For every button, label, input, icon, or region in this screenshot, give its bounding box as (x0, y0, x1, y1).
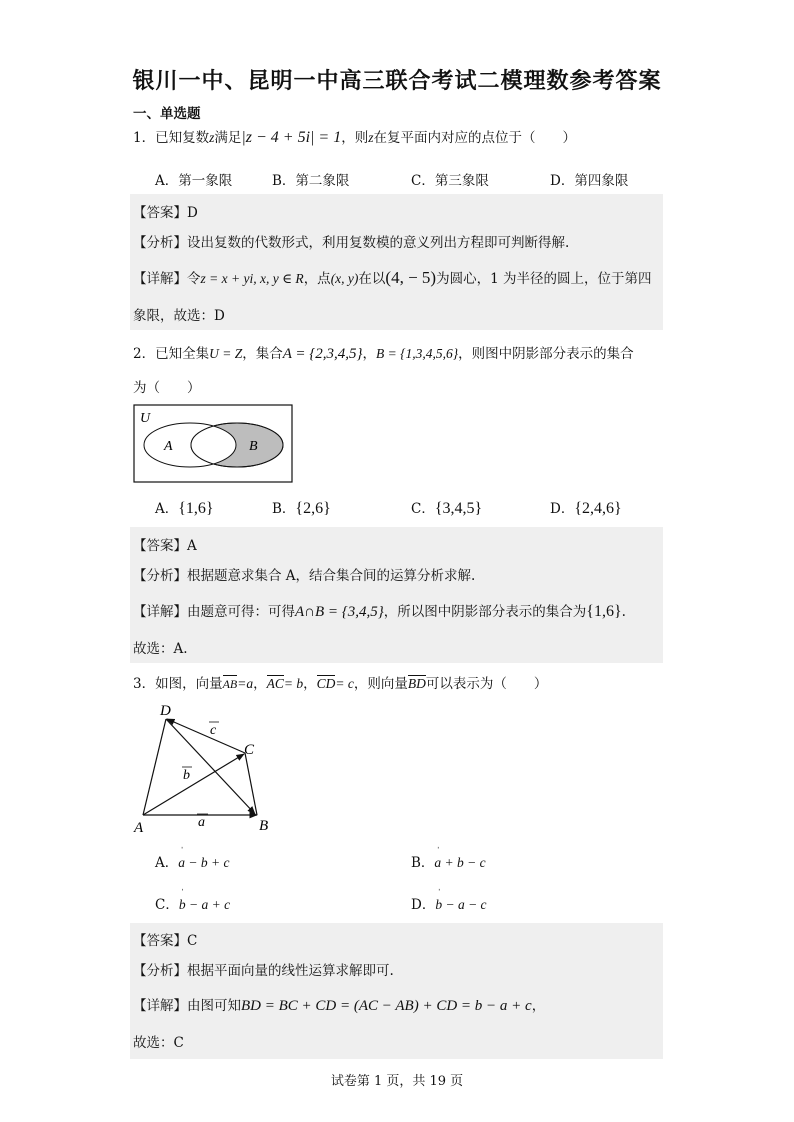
option-a: A．ˈ a − b + c (155, 853, 229, 873)
vector-cd (167, 719, 245, 753)
section-heading: 一、单选题 (133, 106, 201, 122)
detail-3: 【详解】由图可知BD = BC + CD = (AC − AB) + CD = b − a + c， (133, 998, 546, 1014)
point-b-label: B (259, 818, 269, 834)
point-d-label: D (160, 703, 171, 719)
vector-ac (143, 754, 244, 815)
option-d: D．{2,4,6} (550, 500, 622, 517)
venn-label-a: A (164, 439, 173, 454)
option-b: B．{2,6} (272, 500, 331, 517)
question-1-stem: 1．已知复数z满足|z − 4 + 5i| = 1，则z在复平面内对应的点位于（ ） (133, 129, 576, 146)
option-c: C．{3,4,5} (411, 500, 483, 517)
analysis-2: 【分析】根据题意求集合 A，结合集合间的运算分析求解. (133, 568, 476, 584)
solution-block-2 (130, 527, 663, 663)
venn-label-u: U (140, 411, 151, 426)
option-b: B．ˈ a + b − c (411, 853, 486, 873)
vector-figure (132, 700, 282, 835)
question-number: 1． (133, 130, 156, 146)
question-2-stem: 2．已知全集U = Z，集合A = {2,3,4,5}，B = {1,3,4,5,6}，则图中阴影部分表示的集合 (133, 346, 634, 362)
analysis-3: 【分析】根据平面向量的线性运算求解即可. (133, 963, 394, 979)
option-c: C．ˈ b − a + c (155, 895, 230, 915)
option-b: B．第二象限 (272, 173, 350, 189)
math-expression: |z − 4 + 5i| = 1 (241, 129, 342, 146)
conclusion-2: 故选：A. (133, 641, 188, 657)
page-footer: 试卷第 1 页，共 19 页 (330, 1074, 464, 1089)
venn-diagram (133, 404, 295, 484)
question-2-stem-cont: 为（ ） (133, 380, 201, 396)
detail-1: 【详解】令z = x + yi, x, y ∈ R，点(x, y)在以(4, − 5)为圆心，1 为半径的圆上，位于第四 (133, 268, 652, 287)
point-c-label: C (244, 742, 255, 758)
page-title: 银川一中、昆明一中高三联合考试二模理数参考答案 (132, 69, 662, 94)
analysis-1: 【分析】设出复数的代数形式，利用复数模的意义列出方程即可判断得解. (133, 235, 570, 251)
option-a: A．第一象限 (155, 173, 233, 189)
vector-b-label: b (183, 768, 190, 783)
conclusion-3: 故选：C (133, 1035, 184, 1051)
vector-a-label: a (198, 815, 205, 830)
venn-label-b: B (249, 439, 258, 454)
answer-2: 【答案】A (133, 538, 197, 554)
answer-3: 【答案】C (133, 933, 198, 949)
detail-1-cont: 象限，故选：D (133, 308, 225, 324)
segment-ad (143, 719, 166, 815)
point-a-label: A (134, 820, 144, 835)
answer-1: 【答案】D (133, 205, 198, 221)
detail-2: 【详解】由题意可得：可得A∩B = {3,4,5}，所以图中阴影部分表示的集合为{1,6}. (133, 603, 626, 620)
solution-block-3 (130, 923, 663, 1059)
option-a: A．{1,6} (155, 500, 214, 517)
vector-c-label: c (210, 723, 217, 738)
option-d: D．第四象限 (550, 173, 629, 189)
option-c: C．第三象限 (411, 173, 489, 189)
option-d: D．ˈ b − a − c (411, 895, 487, 915)
question-3-stem: 3．如图，向量AB=a，AC= b，CD= c，则向量BD可以表示为（ ） (133, 676, 548, 692)
